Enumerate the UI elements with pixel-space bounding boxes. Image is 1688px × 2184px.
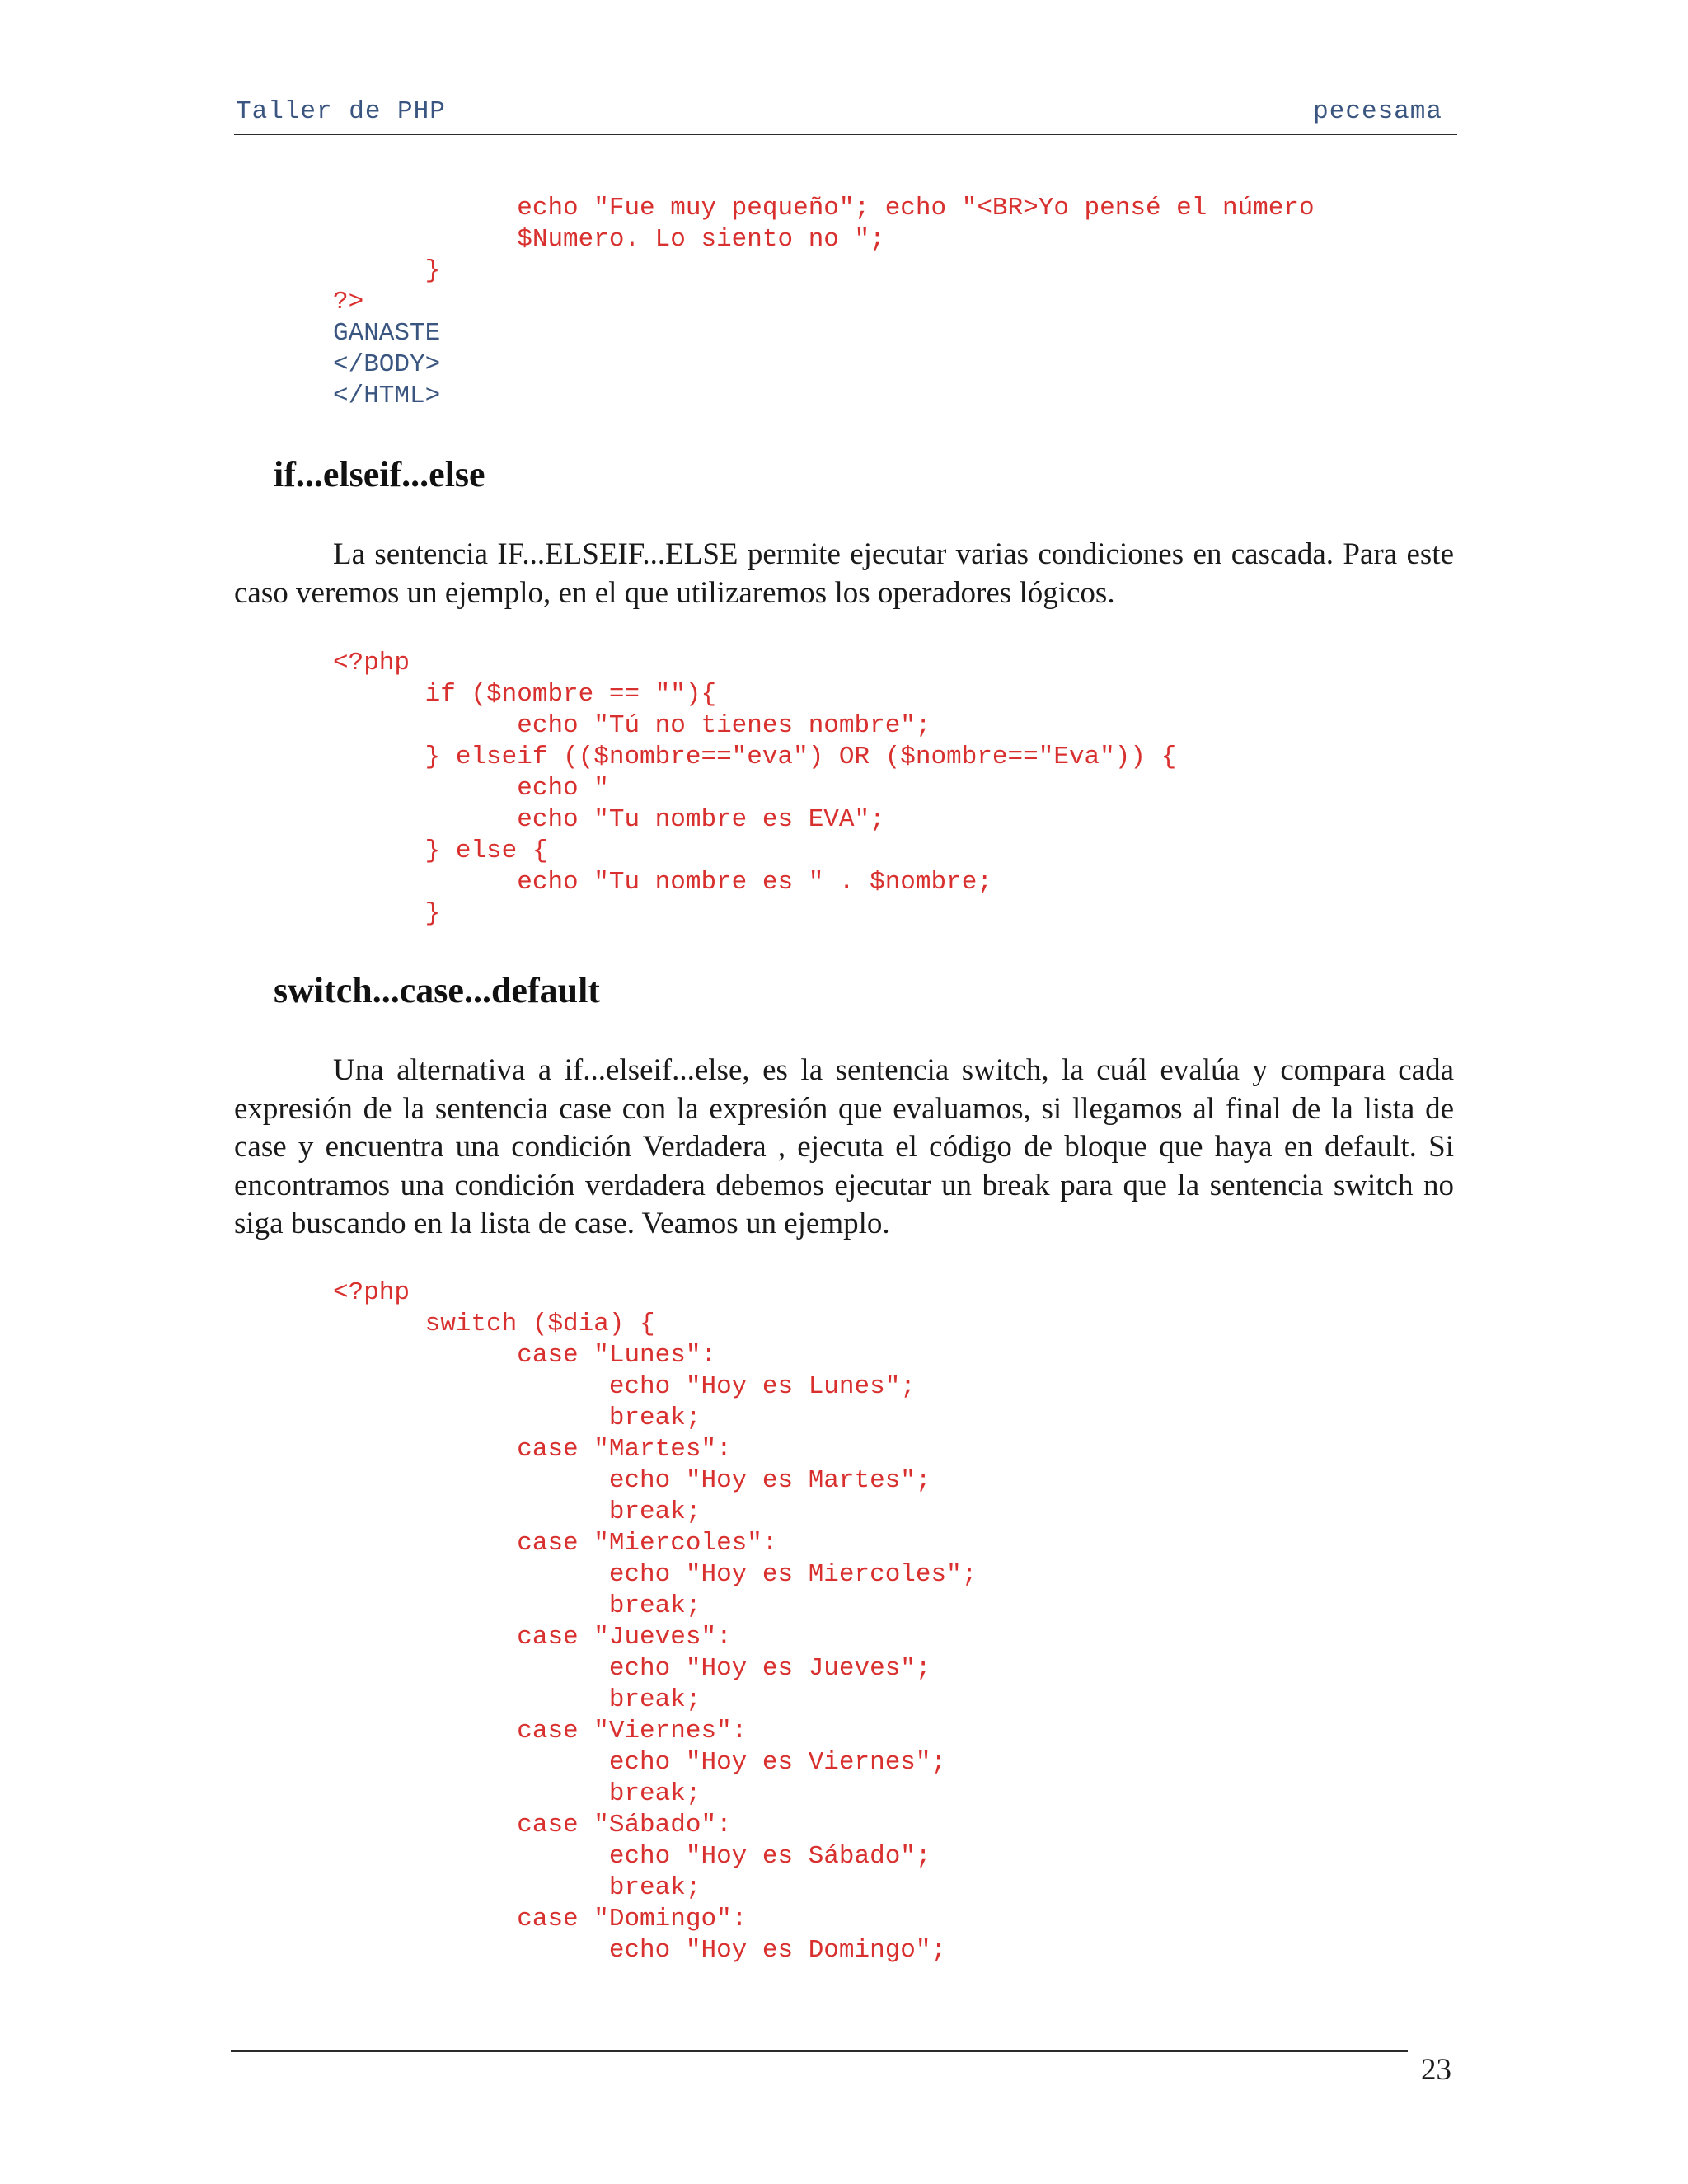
code-line: echo "Tú no tienes nombre";: [333, 711, 931, 740]
code-line: echo ": [333, 774, 609, 803]
code-line: echo "Hoy es Domingo";: [333, 1936, 947, 1965]
code-line: case "Sábado":: [333, 1811, 732, 1840]
section-paragraph-if-elseif: La sentencia IF...ELSEIF...ELSE permite ejecutar varias condiciones en cascada. Para este caso veremos un ejemplo, en el que utilizaremos los operadores lógicos.: [234, 537, 1454, 610]
code-line: $Numero. Lo siento no ";: [333, 225, 885, 254]
code-line: case "Jueves":: [333, 1623, 732, 1652]
header-author: pecesama: [1313, 97, 1442, 126]
code-line: echo "Hoy es Sábado";: [333, 1842, 931, 1871]
code-line: echo "Fue muy pequeño"; echo "<BR>Yo pensé el número: [333, 194, 1315, 223]
code-line: ?>: [333, 288, 364, 316]
code-line: switch ($dia) {: [333, 1310, 655, 1338]
code-line: } elseif (($nombre=="eva") OR ($nombre=="Eva")) {: [333, 743, 1177, 771]
code-line: </HTML>: [333, 382, 441, 410]
code-line: break;: [333, 1404, 701, 1432]
code-line: } else {: [333, 837, 548, 865]
code-line: GANASTE: [333, 319, 441, 348]
section-heading-switch: switch...case...default: [274, 970, 600, 1010]
page-number: 23: [1421, 2053, 1451, 2087]
code-line: </BODY>: [333, 350, 441, 379]
code-line: break;: [333, 1591, 701, 1620]
code-line: echo "Hoy es Jueves";: [333, 1654, 931, 1683]
code-line: case "Martes":: [333, 1435, 732, 1464]
header-title: Taller de PHP: [236, 97, 446, 126]
code-line: break;: [333, 1685, 701, 1714]
code-line: echo "Hoy es Miercoles";: [333, 1560, 978, 1589]
code-line: case "Domingo":: [333, 1905, 748, 1933]
code-line: if ($nombre == ""){: [333, 680, 717, 709]
code-line: echo "Hoy es Lunes";: [333, 1372, 916, 1401]
code-block-php-switch: [333, 1277, 977, 1966]
code-block-php-if-elseif: [333, 648, 1176, 930]
code-block-php-guess: [333, 193, 1315, 412]
section-paragraph-switch: Una alternativa a if...elseif...else, es la sentencia switch, la cuál evalúa y compara cada expresión de la sentencia case con la expresión que evaluamos, si llegamos al final de la lista de case y encuentra una condición Verdadera , ejecuta el código de bloque que haya en default. Si encontramos una condición verdadera debemos ejecutar un break para que la sentencia switch no siga buscando en la lista de case. Veamos un ejemplo.: [234, 1053, 1454, 1240]
code-line: }: [333, 256, 441, 285]
section-heading-if-elseif: if...elseif...else: [274, 454, 485, 494]
code-line: case "Lunes":: [333, 1341, 717, 1370]
code-line: case "Viernes":: [333, 1717, 748, 1746]
code-line: case "Miercoles":: [333, 1529, 778, 1558]
code-line: echo "Hoy es Martes";: [333, 1466, 931, 1495]
code-line: echo "Tu nombre es " . $nombre;: [333, 868, 992, 897]
code-line: break;: [333, 1779, 701, 1808]
code-line: break;: [333, 1873, 701, 1902]
page-header: [234, 94, 1457, 135]
code-line: }: [333, 899, 441, 928]
code-line: echo "Hoy es Viernes";: [333, 1748, 947, 1777]
code-line: <?php: [333, 1278, 410, 1307]
code-line: <?php: [333, 649, 410, 677]
code-line: echo "Tu nombre es EVA";: [333, 805, 885, 834]
code-line: break;: [333, 1497, 701, 1526]
footer-rule: [231, 2050, 1408, 2052]
